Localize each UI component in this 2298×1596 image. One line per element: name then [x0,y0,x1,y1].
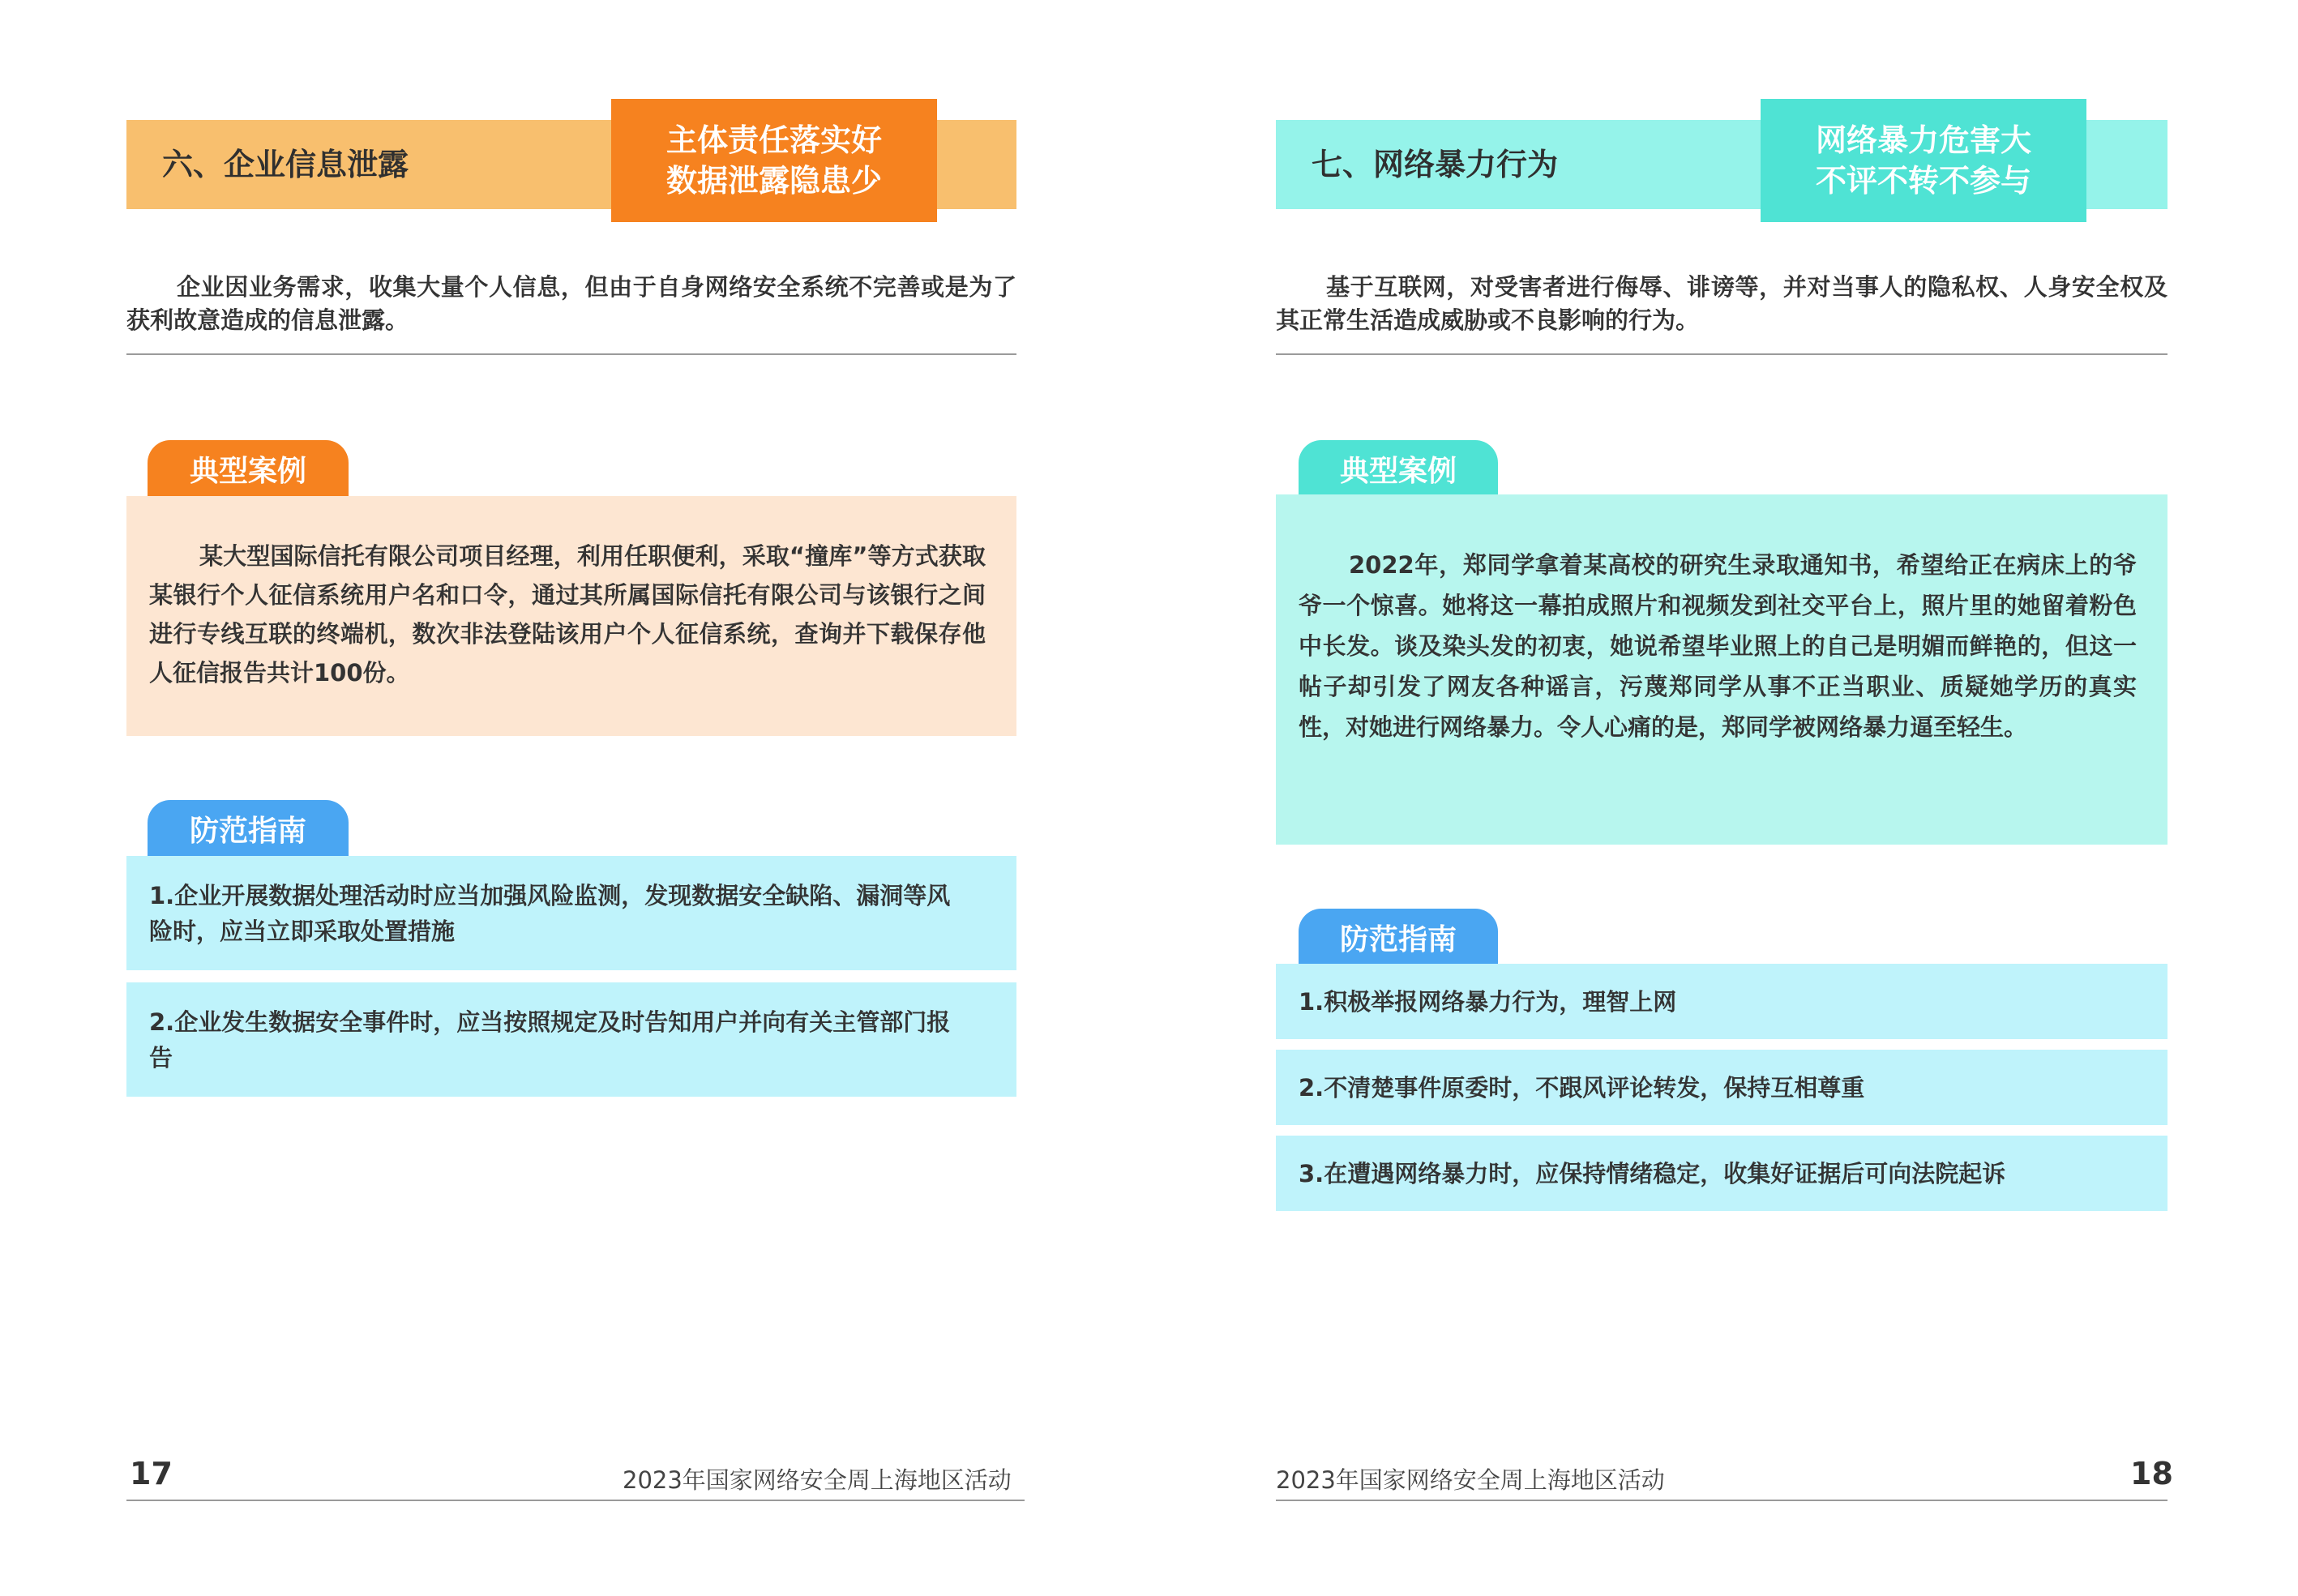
left-footer-title: 2023年国家网络安全周上海地区活动 [623,1466,1012,1494]
right-intro-divider [1276,353,2167,355]
left-guide-tab: 防范指南 [148,800,349,857]
left-guide-item-text: 1.企业开展数据处理活动时应当加强风险监测，发现数据安全缺陷、漏洞等风险时，应当立即采取处置措施 [149,881,951,945]
left-case-box: 某大型国际信托有限公司项目经理，利用任职便利，采取“撞库”等方式获取某银行个人征信系统用户名和口令，通过其所属国际信托有限公司与该银行之间进行专线互联的终端机，数次非法登陆该用户个人征信系统，查询并下载保存他人征信报告共计100份。 [126,496,1016,736]
right-header-tag [1761,99,2086,222]
left-guide-item [126,982,1016,1097]
right-guide-item-text: 1.积极举报网络暴力行为，理智上网 [1299,987,1677,1016]
right-guide-item-text: 2.不清楚事件原委时，不跟风评论转发，保持互相尊重 [1299,1073,1865,1102]
right-footer-line [1276,1500,2167,1501]
right-footer-title: 2023年国家网络安全周上海地区活动 [1276,1466,1665,1494]
left-intro-text: 企业因业务需求，收集大量个人信息，但由于自身网络安全系统不完善或是为了获利故意造成的信息泄露。 [126,273,1016,334]
right-guide-item [1276,1050,2167,1125]
left-page-number: 17 [130,1456,173,1491]
left-header-tag [611,99,937,222]
right-page-number: 18 [2130,1456,2173,1491]
right-header-tag-line2: 不评不转不参与 [1815,163,2031,199]
right-case-box: 2022年，郑同学拿着某高校的研究生录取通知书，希望给正在病床上的爷爷一个惊喜。她将这一幕拍成照片和视频发到社交平台上，照片里的她留着粉色中长发。谈及染头发的初衷，她说希望毕业照上的自己是明媚而鲜艳的，但这一帖子却引发了网友各种谣言，污蔑郑同学从事不正当职业、质疑她学历的真实性，对她进行网络暴力。令人心痛的是，郑同学被网络暴力逼至轻生。 [1276,494,2167,845]
right-guide-tab: 防范指南 [1299,909,1498,965]
right-guide-item [1276,964,2167,1039]
left-header-tag-line2: 数据泄露隐患少 [665,163,882,199]
right-header-tag-line1: 网络暴力危害大 [1815,122,2031,158]
left-footer-line [126,1500,1025,1501]
left-guide-item-text: 2.企业发生数据安全事件时，应当按照规定及时告知用户并向有关主管部门报告 [149,1008,951,1072]
left-guide-item [126,856,1016,970]
right-guide-item-text: 3.在遭遇网络暴力时，应保持情绪稳定，收集好证据后可向法院起诉 [1299,1159,2006,1187]
left-case-tab: 典型案例 [148,440,349,497]
right-section-title: 七、网络暴力行为 [1312,147,1559,182]
right-intro-text: 基于互联网，对受害者进行侮辱、诽谤等，并对当事人的隐私权、人身安全权及其正常生活造成威胁或不良影响的行为。 [1276,273,2167,334]
left-header-tag-line1: 主体责任落实好 [665,122,882,158]
left-intro-divider [126,353,1016,355]
right-case-tab: 典型案例 [1299,440,1498,497]
left-section-title: 六、企业信息泄露 [162,147,409,182]
right-guide-item [1276,1136,2167,1211]
